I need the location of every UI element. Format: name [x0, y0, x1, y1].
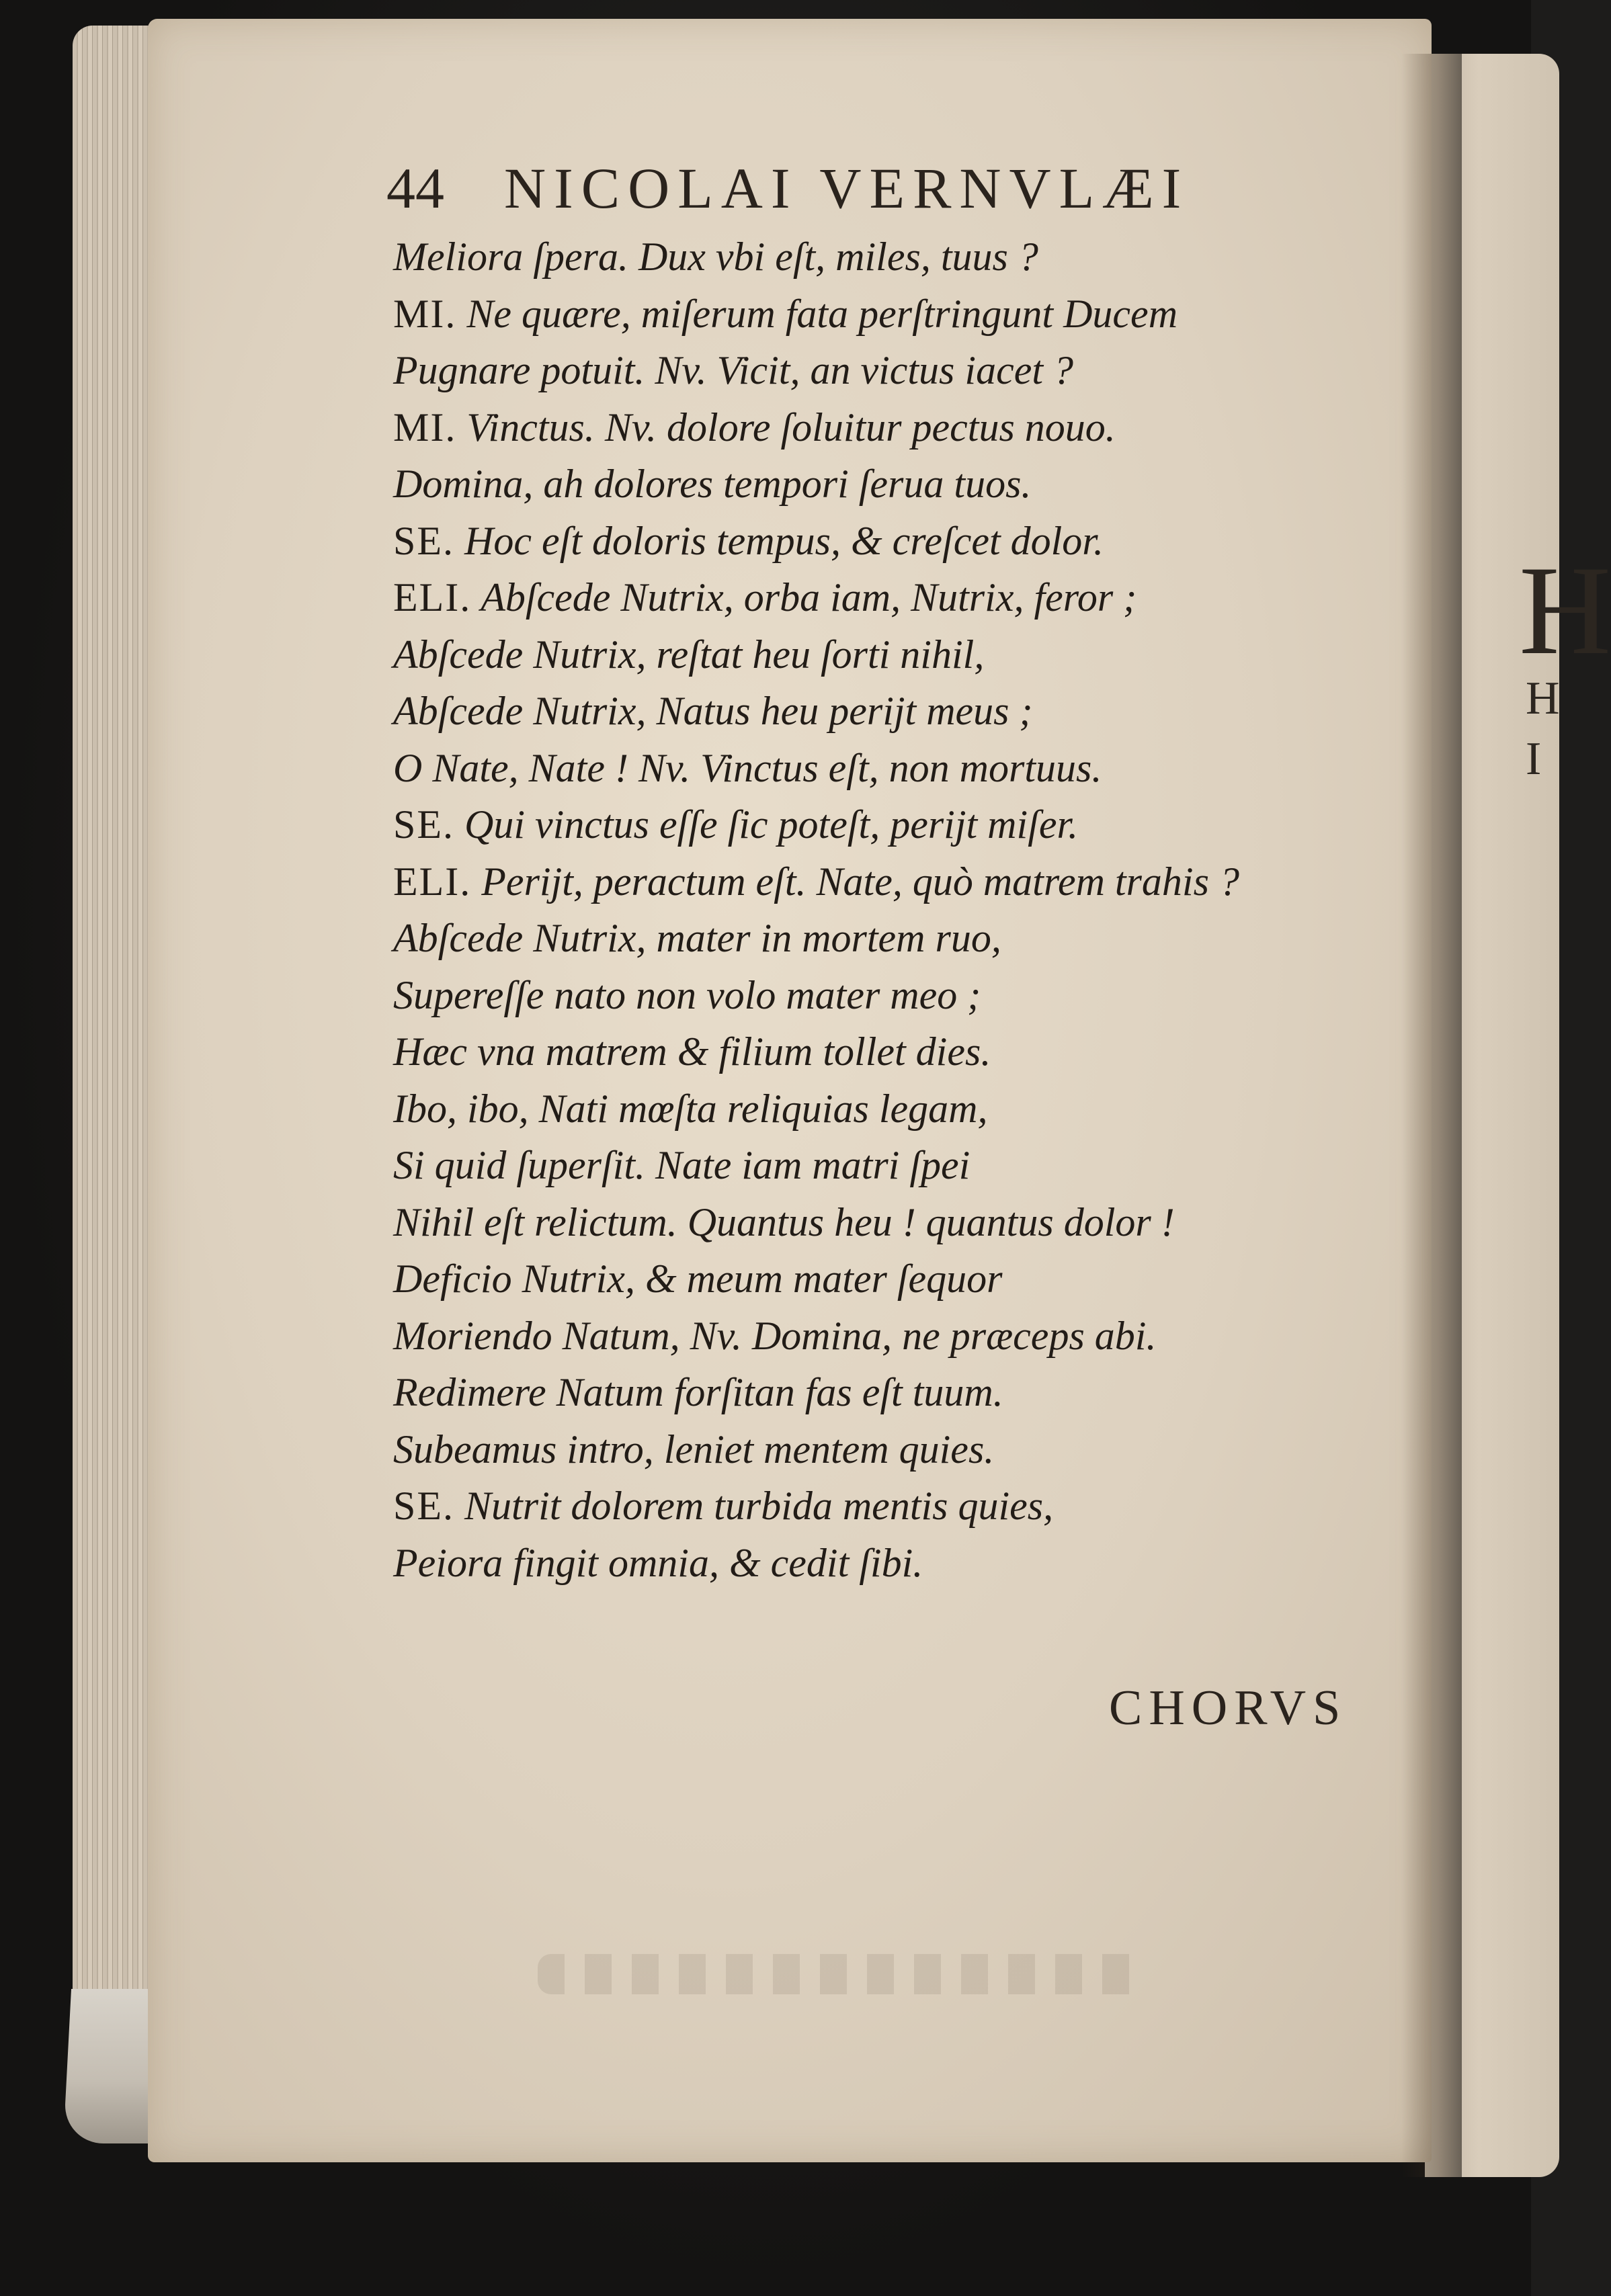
verse-line [393, 796, 1401, 853]
verse-line [393, 1308, 1401, 1365]
verse-text: Vinctus. Nv. dolore ſoluitur pectus nouo. [466, 405, 1116, 450]
verse-line [393, 853, 1401, 910]
verse-line [393, 1194, 1401, 1251]
speaker-label: MI. [393, 291, 457, 336]
verse-text: Nutrit dolorem turbida mentis quies, [464, 1484, 1054, 1528]
verse-text: Si quid ſuperſit. Nate iam matri ſpei [393, 1143, 970, 1187]
show-through-text [538, 1954, 1143, 1994]
running-head [386, 155, 1294, 228]
verse-line [393, 1250, 1401, 1308]
verse-line [393, 910, 1401, 967]
verse-line [393, 1478, 1401, 1535]
gutter-shadow [1401, 54, 1462, 2177]
verse-line [393, 740, 1401, 797]
catchword: CHORVS [1109, 1681, 1348, 1736]
speaker-label: SE. [393, 1484, 455, 1528]
verse-block [393, 228, 1401, 1591]
verse-line [393, 342, 1401, 399]
verse-text: Qui vinctus eſſe ſic poteſt, perijt miſer. [464, 802, 1079, 847]
verse-text: Deficio Nutrix, & meum mater ſequor [393, 1257, 1003, 1301]
verse-text: Ibo, ibo, Nati mœſta reliquias legam, [393, 1086, 988, 1131]
speaker-label: ELI. [393, 859, 472, 904]
verse-line [393, 1421, 1401, 1478]
verse-text: Ne quære, miſerum fata perſtringunt Ducem [466, 291, 1178, 336]
verse-line [393, 1535, 1401, 1592]
verse-line [393, 286, 1401, 343]
verse-line [393, 569, 1401, 626]
verse-text: Abſcede Nutrix, orba iam, Nutrix, feror ; [481, 575, 1137, 620]
verse-text: Subeamus intro, leniet mentem quies. [393, 1427, 995, 1472]
verse-line [393, 967, 1401, 1024]
facing-page-initial: H [1519, 540, 1611, 681]
facing-page-letter: I [1526, 733, 1542, 785]
speaker-label: SE. [393, 518, 455, 563]
verse-text: Peiora fingit omnia, & cedit ſibi. [393, 1540, 923, 1585]
verse-text: Meliora ſpera. Dux vbi eſt, miles, tuus ? [393, 235, 1038, 279]
speaker-label: SE. [393, 802, 455, 847]
verse-line [393, 1364, 1401, 1421]
verse-text: Redimere Natum forſitan fas eſt tuum. [393, 1370, 1003, 1414]
verse-text: Pugnare potuit. Nv. Vicit, an victus iacet ? [393, 348, 1074, 392]
verse-text: Abſcede Nutrix, Natus heu perijt meus ; [393, 689, 1033, 733]
verse-text: Abſcede Nutrix, reſtat heu ſorti nihil, [393, 632, 985, 677]
verse-text: Supereſſe nato non volo mater meo ; [393, 972, 981, 1017]
verse-text: Moriendo Natum, Nv. Domina, ne præceps abi. [393, 1313, 1157, 1358]
verse-line [393, 626, 1401, 683]
verse-line [393, 399, 1401, 456]
page-number: 44 [386, 156, 444, 220]
verse-line [393, 683, 1401, 740]
verse-line [393, 1137, 1401, 1194]
verse-text: O Nate, Nate ! Nv. Vinctus eſt, non mortuus. [393, 745, 1102, 790]
verse-line [393, 513, 1401, 570]
verse-text: Hoc eſt doloris tempus, & creſcet dolor. [464, 518, 1104, 563]
verse-text: Hæc vna matrem & filium tollet dies. [393, 1029, 991, 1074]
verse-text: Perijt, peractum eſt. Nate, quò matrem trahis ? [481, 859, 1239, 904]
verse-text: Abſcede Nutrix, mater in mortem ruo, [393, 916, 1001, 960]
speaker-label: ELI. [393, 575, 472, 620]
verse-text: Nihil eſt relictum. Quantus heu ! quantus dolor ! [393, 1199, 1175, 1244]
speaker-label: MI. [393, 405, 457, 450]
verse-line [393, 228, 1401, 286]
verse-text: Domina, ah dolores tempori ſerua tuos. [393, 462, 1032, 506]
running-title: NICOLAI VERNVLÆI [504, 156, 1190, 220]
verse-line [393, 1023, 1401, 1080]
facing-page-letter: H [1526, 673, 1560, 724]
verse-line [393, 456, 1401, 513]
verse-line [393, 1080, 1401, 1138]
